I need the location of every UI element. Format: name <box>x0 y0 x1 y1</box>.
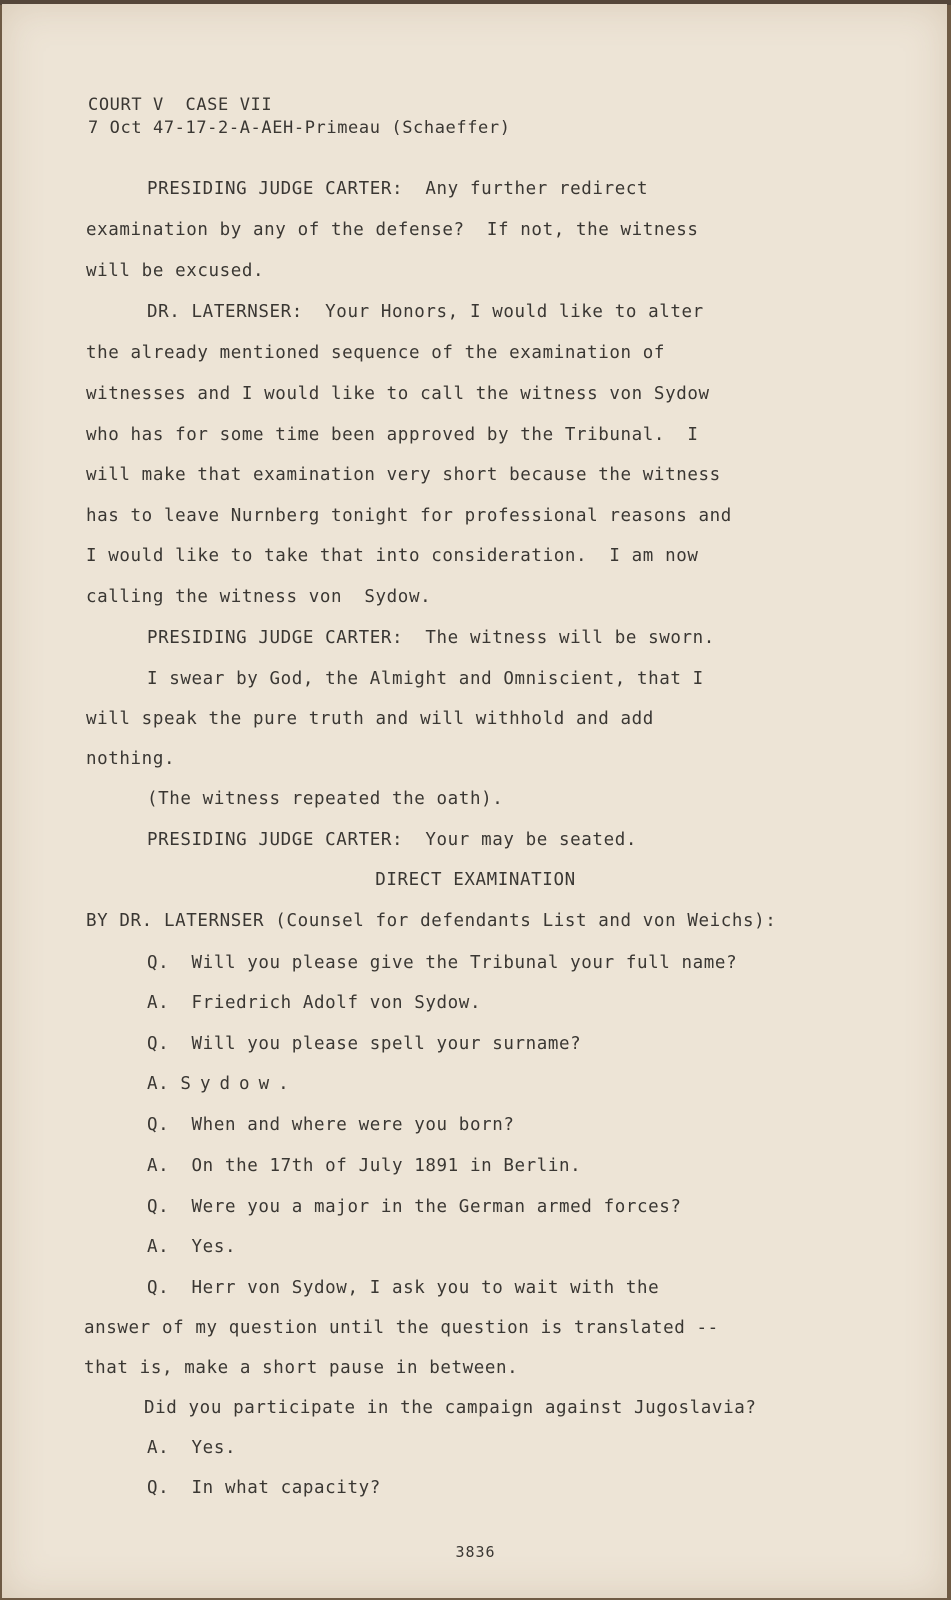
transcript-line: examination by any of the defense? If not, the witness <box>86 220 699 240</box>
transcript-line: Did you participate in the campaign against Jugoslavia? <box>144 1398 757 1418</box>
transcript-line: (The witness repeated the oath). <box>147 789 504 809</box>
transcript-line: A. Yes. <box>147 1237 237 1257</box>
transcript-line: will make that examination very short because the witness <box>86 465 721 485</box>
transcript-line: has to leave Nurnberg tonight for professional reasons and <box>86 506 732 526</box>
transcript-line: will speak the pure truth and will withhold and add <box>86 709 654 729</box>
transcript-line: nothing. <box>86 749 176 769</box>
transcript-line-spelling <box>147 1074 298 1094</box>
transcript-line: PRESIDING JUDGE CARTER: Your may be seated. <box>147 830 637 850</box>
transcript-line: DR. LATERNSER: Your Honors, I would like to alter <box>147 302 704 322</box>
transcript-line: answer of my question until the question is translated -- <box>84 1318 719 1338</box>
transcript-line: that is, make a short pause in between. <box>84 1358 519 1378</box>
transcript-line: PRESIDING JUDGE CARTER: The witness will be sworn. <box>147 628 715 648</box>
transcript-line: A. Friedrich Adolf von Sydow. <box>147 993 482 1013</box>
transcript-line: Q. Herr von Sydow, I ask you to wait with the <box>147 1278 660 1298</box>
transcript-line: I swear by God, the Almight and Omniscient, that I <box>147 669 704 689</box>
header-court-case: COURT V CASE VII <box>88 95 273 115</box>
spelled-surname: Sydow. <box>180 1074 298 1094</box>
transcript-line: A. On the 17th of July 1891 in Berlin. <box>147 1156 582 1176</box>
transcript-line: Q. Were you a major in the German armed forces? <box>147 1197 682 1217</box>
answer-prefix: A. <box>147 1074 170 1094</box>
transcript-line: Q. Will you please give the Tribunal your full name? <box>147 953 738 973</box>
transcript-line: the already mentioned sequence of the examination of <box>86 343 666 363</box>
transcript-line: BY DR. LATERNSER (Counsel for defendants List and von Weichs): <box>86 911 777 931</box>
transcript-line: Q. When and where were you born? <box>147 1115 515 1135</box>
transcript-line: will be excused. <box>86 261 265 281</box>
transcript-line: witnesses and I would like to call the witness von Sydow <box>86 384 710 404</box>
transcript-line: A. Yes. <box>147 1438 237 1458</box>
transcript-line: Q. Will you please spell your surname? <box>147 1034 582 1054</box>
transcript-line: Q. In what capacity? <box>147 1478 381 1498</box>
page-number: 3836 <box>455 1543 496 1561</box>
transcript-line: I would like to take that into consideration. I am now <box>86 546 699 566</box>
transcript-line: calling the witness von Sydow. <box>86 587 432 607</box>
transcript-line: who has for some time been approved by the Tribunal. I <box>86 425 699 445</box>
header-reference: 7 Oct 47-17-2-A-AEH-Primeau (Schaeffer) <box>88 118 511 138</box>
transcript-line: PRESIDING JUDGE CARTER: Any further redirect <box>147 179 649 199</box>
section-heading: DIRECT EXAMINATION <box>375 870 576 890</box>
